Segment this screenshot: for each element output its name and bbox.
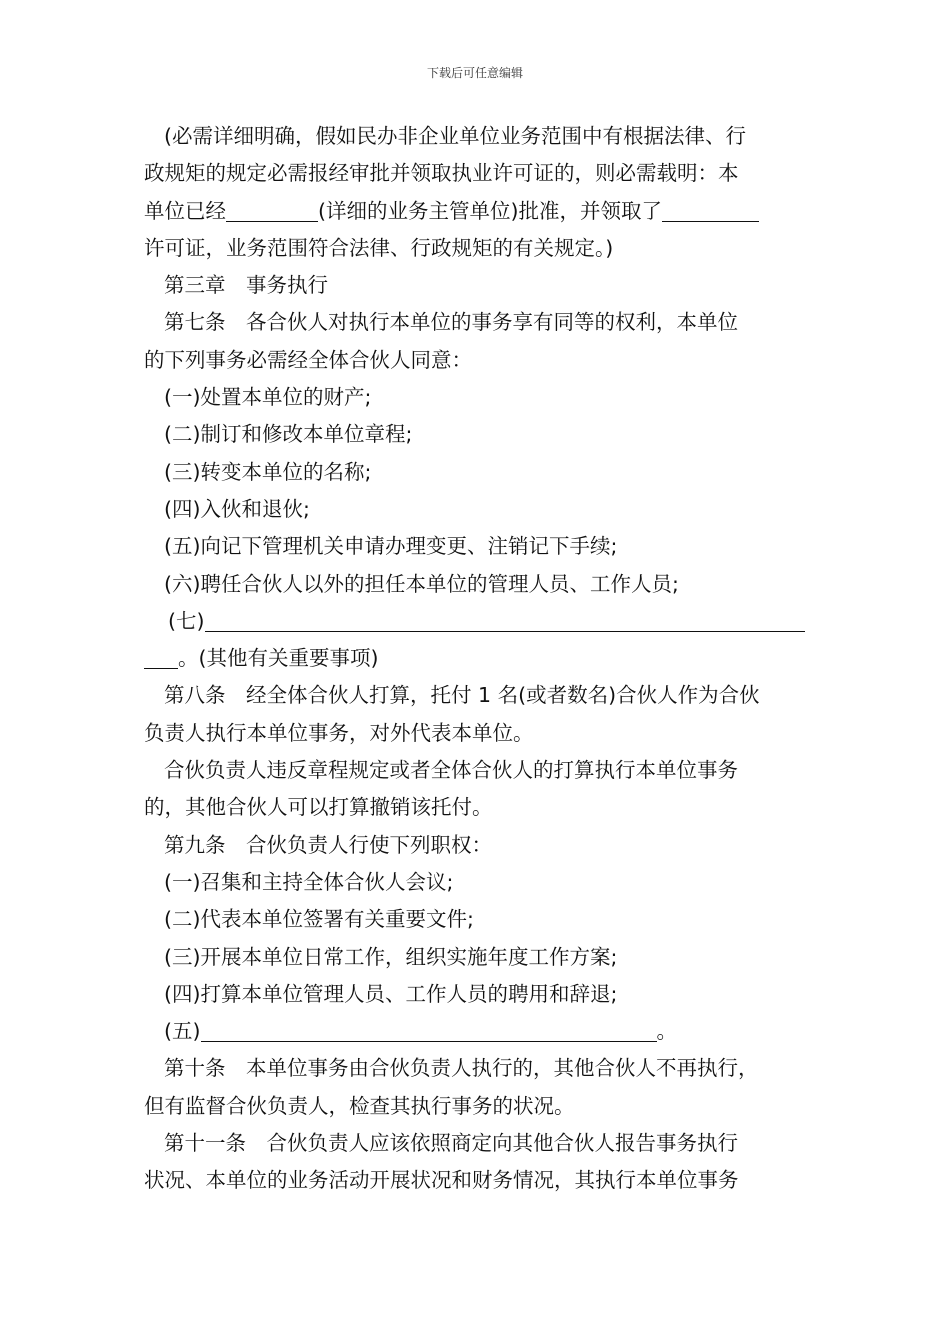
- list-item: (四)打算本单位管理人员、工作人员的聘用和辞退;: [164, 981, 618, 1006]
- list-item: (六)聘任合伙人以外的担任本单位的管理人员、工作人员;: [164, 571, 679, 596]
- text-line: 政规矩的规定必需报经审批并领取执业许可证的，则必需载明：本: [144, 161, 739, 186]
- article-line: 第七条 各合伙人对执行本单位的事务享有同等的权利，本单位: [164, 310, 738, 335]
- list-item: (三)开展本单位日常工作，组织实施年度工作方案;: [164, 944, 618, 969]
- text-line: 的，其他合伙人可以打算撤销该托付。: [144, 795, 493, 820]
- text-line: 状况、本单位的业务活动开展状况和财务情况，其执行本单位事务: [144, 1168, 739, 1193]
- text-segment: (详细的业务主管单位)批准，并领取了: [318, 198, 662, 223]
- text-line: 合伙负责人违反章程规定或者全体合伙人的打算执行本单位事务: [164, 758, 738, 783]
- fill-in-blank[interactable]: [226, 199, 318, 222]
- text-line: 但有监督合伙负责人，检查其执行事务的状况。: [144, 1093, 575, 1118]
- list-item: (四)入伙和退伙;: [164, 496, 310, 521]
- article-line: 第十条 本单位事务由合伙负责人执行的，其他合伙人不再执行，: [164, 1056, 759, 1081]
- article-line: 第九条 合伙负责人行使下列职权：: [164, 832, 492, 857]
- text-segment: (五): [164, 1019, 201, 1044]
- text-line: [144, 640, 812, 677]
- list-item: (一)召集和主持全体合伙人会议;: [164, 869, 454, 894]
- fill-in-blank[interactable]: [201, 1019, 657, 1042]
- text-segment: 。: [656, 1019, 677, 1044]
- chapter-heading: 第三章 事务执行: [164, 273, 328, 298]
- list-item: (三)转变本单位的名称;: [164, 459, 372, 484]
- text-line: 负责人执行本单位事务，对外代表本单位。: [144, 720, 534, 745]
- fill-in-blank[interactable]: [144, 646, 178, 669]
- list-item: [144, 603, 812, 640]
- list-item: [144, 1013, 812, 1050]
- text-line: 许可证，业务范围符合法律、行政规矩的有关规定。): [144, 235, 614, 260]
- text-line: [144, 193, 812, 230]
- article-line: 第八条 经全体合伙人打算，托付 1 名(或者数名)合伙人作为合伙: [164, 683, 760, 708]
- text-segment: 。(其他有关重要事项): [178, 646, 379, 671]
- article-line: 第十一条 合伙负责人应该依照商定向其他合伙人报告事务执行: [164, 1131, 738, 1156]
- page-header: 下载后可任意编辑: [426, 66, 523, 80]
- fill-in-blank[interactable]: [662, 199, 759, 222]
- list-item: (二)制订和修改本单位章程;: [164, 422, 413, 447]
- text-segment: (七): [168, 608, 205, 633]
- list-item: (一)处置本单位的财产;: [164, 385, 372, 410]
- text-line: (必需详细明确，假如民办非企业单位业务范围中有根据法律、行: [164, 124, 746, 148]
- fill-in-blank[interactable]: [205, 609, 805, 632]
- text-line: 的下列事务必需经全体合伙人同意：: [144, 347, 472, 372]
- list-item: (二)代表本单位签署有关重要文件;: [164, 907, 474, 932]
- text-segment: 单位已经: [144, 198, 226, 223]
- list-item: (五)向记下管理机关申请办理变更、注销记下手续;: [164, 534, 618, 559]
- document-body: [144, 118, 812, 1200]
